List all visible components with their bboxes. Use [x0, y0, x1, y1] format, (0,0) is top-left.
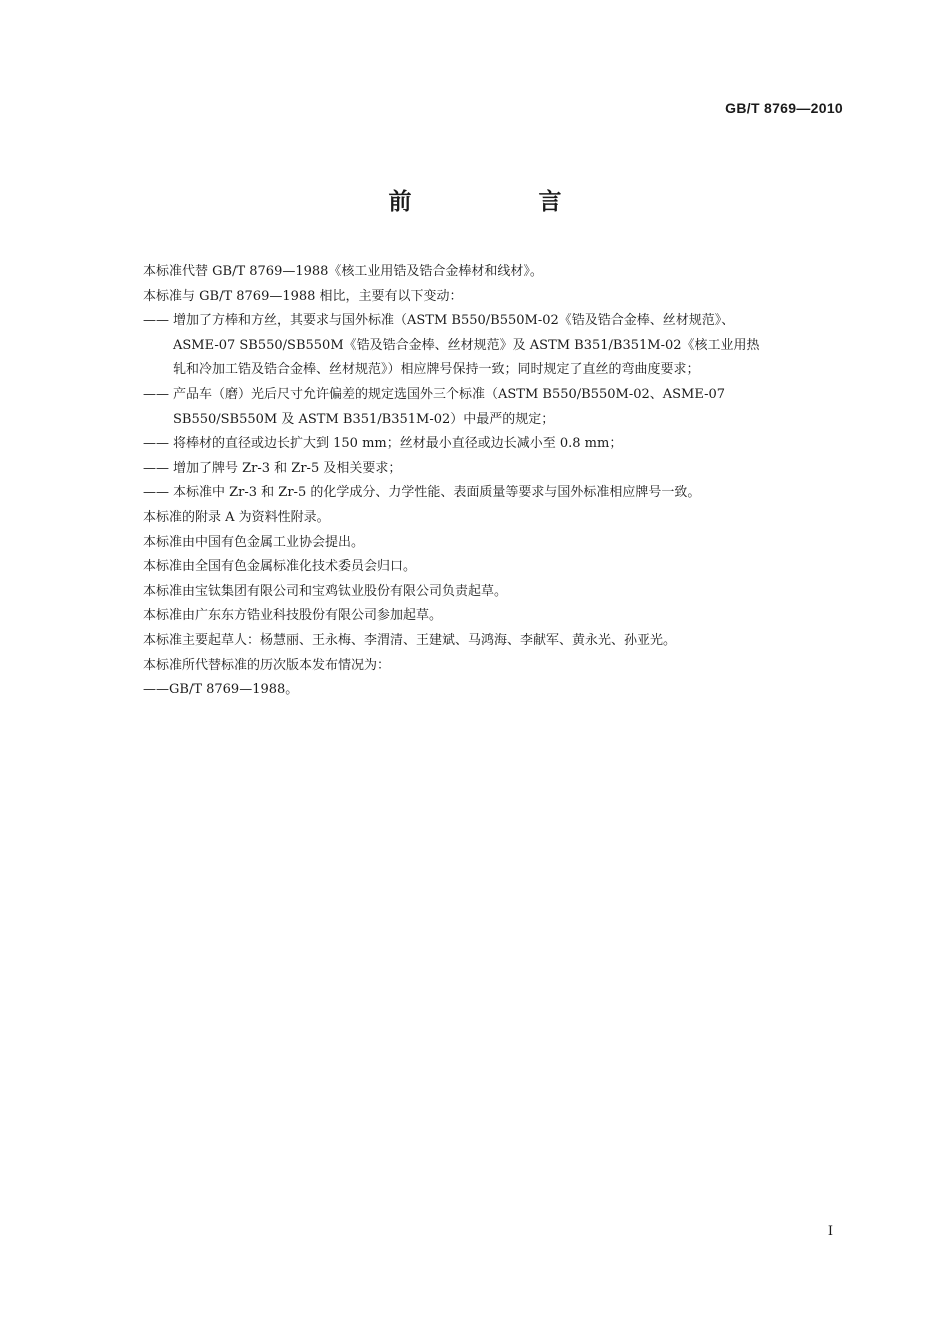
paragraph-history-item: ——GB/T 8769—1988。	[143, 682, 299, 698]
page-number: I	[827, 1224, 833, 1239]
change-line: ASME-07 SB550/SB550M《锆及锆合金棒、丝材规范》及 ASTM B351/B351M-02《核工业用热	[173, 337, 760, 353]
dash-mark: ——	[143, 436, 169, 452]
page-title: 前 言	[388, 188, 614, 215]
change-item-grades	[143, 457, 843, 482]
change-line: 增加了方棒和方丝，其要求与国外标准（ASTM B550/B550M-02《锆及锆合金棒、丝材规范》、	[173, 313, 735, 329]
change-line: 轧和冷加工锆及锆合金棒、丝材规范》）相应牌号保持一致；同时规定了直丝的弯曲度要求；	[173, 362, 700, 378]
change-line: SB550/SB550M 及 ASTM B351/B351M-02）中最严的规定；	[173, 411, 555, 427]
dash-mark: ——	[143, 485, 169, 501]
paragraph-history-intro: 本标准所代替标准的历次版本发布情况为：	[143, 657, 391, 673]
paragraph-changes-intro: 本标准与 GB/T 8769—1988 相比，主要有以下变动：	[143, 288, 463, 304]
change-line: 将棒材的直径或边长扩大到 150 mm；丝材最小直径或边长减小至 0.8 mm；	[173, 436, 623, 452]
change-line: 增加了牌号 Zr-3 和 Zr-5 及相关要求；	[173, 460, 402, 476]
preface-body	[143, 260, 843, 703]
change-line: 产品车（磨）光后尺寸允许偏差的规定选国外三个标准（ASTM B550/B550M-02、ASME-07	[173, 386, 726, 402]
dash-mark: ——	[143, 313, 169, 329]
change-line: 本标准中 Zr-3 和 Zr-5 的化学成分、力学性能、表面质量等要求与国外标准相应牌号一致。	[173, 485, 701, 501]
dash-mark: ——	[143, 460, 169, 476]
paragraph-proposed-by: 本标准由中国有色金属工业协会提出。	[143, 534, 365, 550]
change-item-diameter	[143, 432, 843, 457]
change-item-tolerance	[143, 383, 843, 432]
paragraph-drafted-by: 本标准由宝钛集团有限公司和宝鸡钛业股份有限公司负责起草。	[143, 583, 508, 599]
change-item-requirements	[143, 481, 843, 506]
paragraph-drafters: 本标准主要起草人：杨慧丽、王永梅、李渭清、王建斌、马鸿海、李献军、黄永光、孙亚光。	[143, 632, 677, 648]
change-item-square-bars	[143, 309, 843, 383]
paragraph-replaces: 本标准代替 GB/T 8769—1988《核工业用锆及锆合金棒材和线材》。	[143, 264, 543, 279]
document-code: GB/T 8769—2010	[725, 100, 843, 116]
paragraph-appendix: 本标准的附录 A 为资料性附录。	[143, 509, 330, 525]
paragraph-participating: 本标准由广东东方锆业科技股份有限公司参加起草。	[143, 608, 443, 624]
paragraph-administered-by: 本标准由全国有色金属标准化技术委员会归口。	[143, 559, 417, 575]
dash-mark: ——	[143, 386, 169, 402]
